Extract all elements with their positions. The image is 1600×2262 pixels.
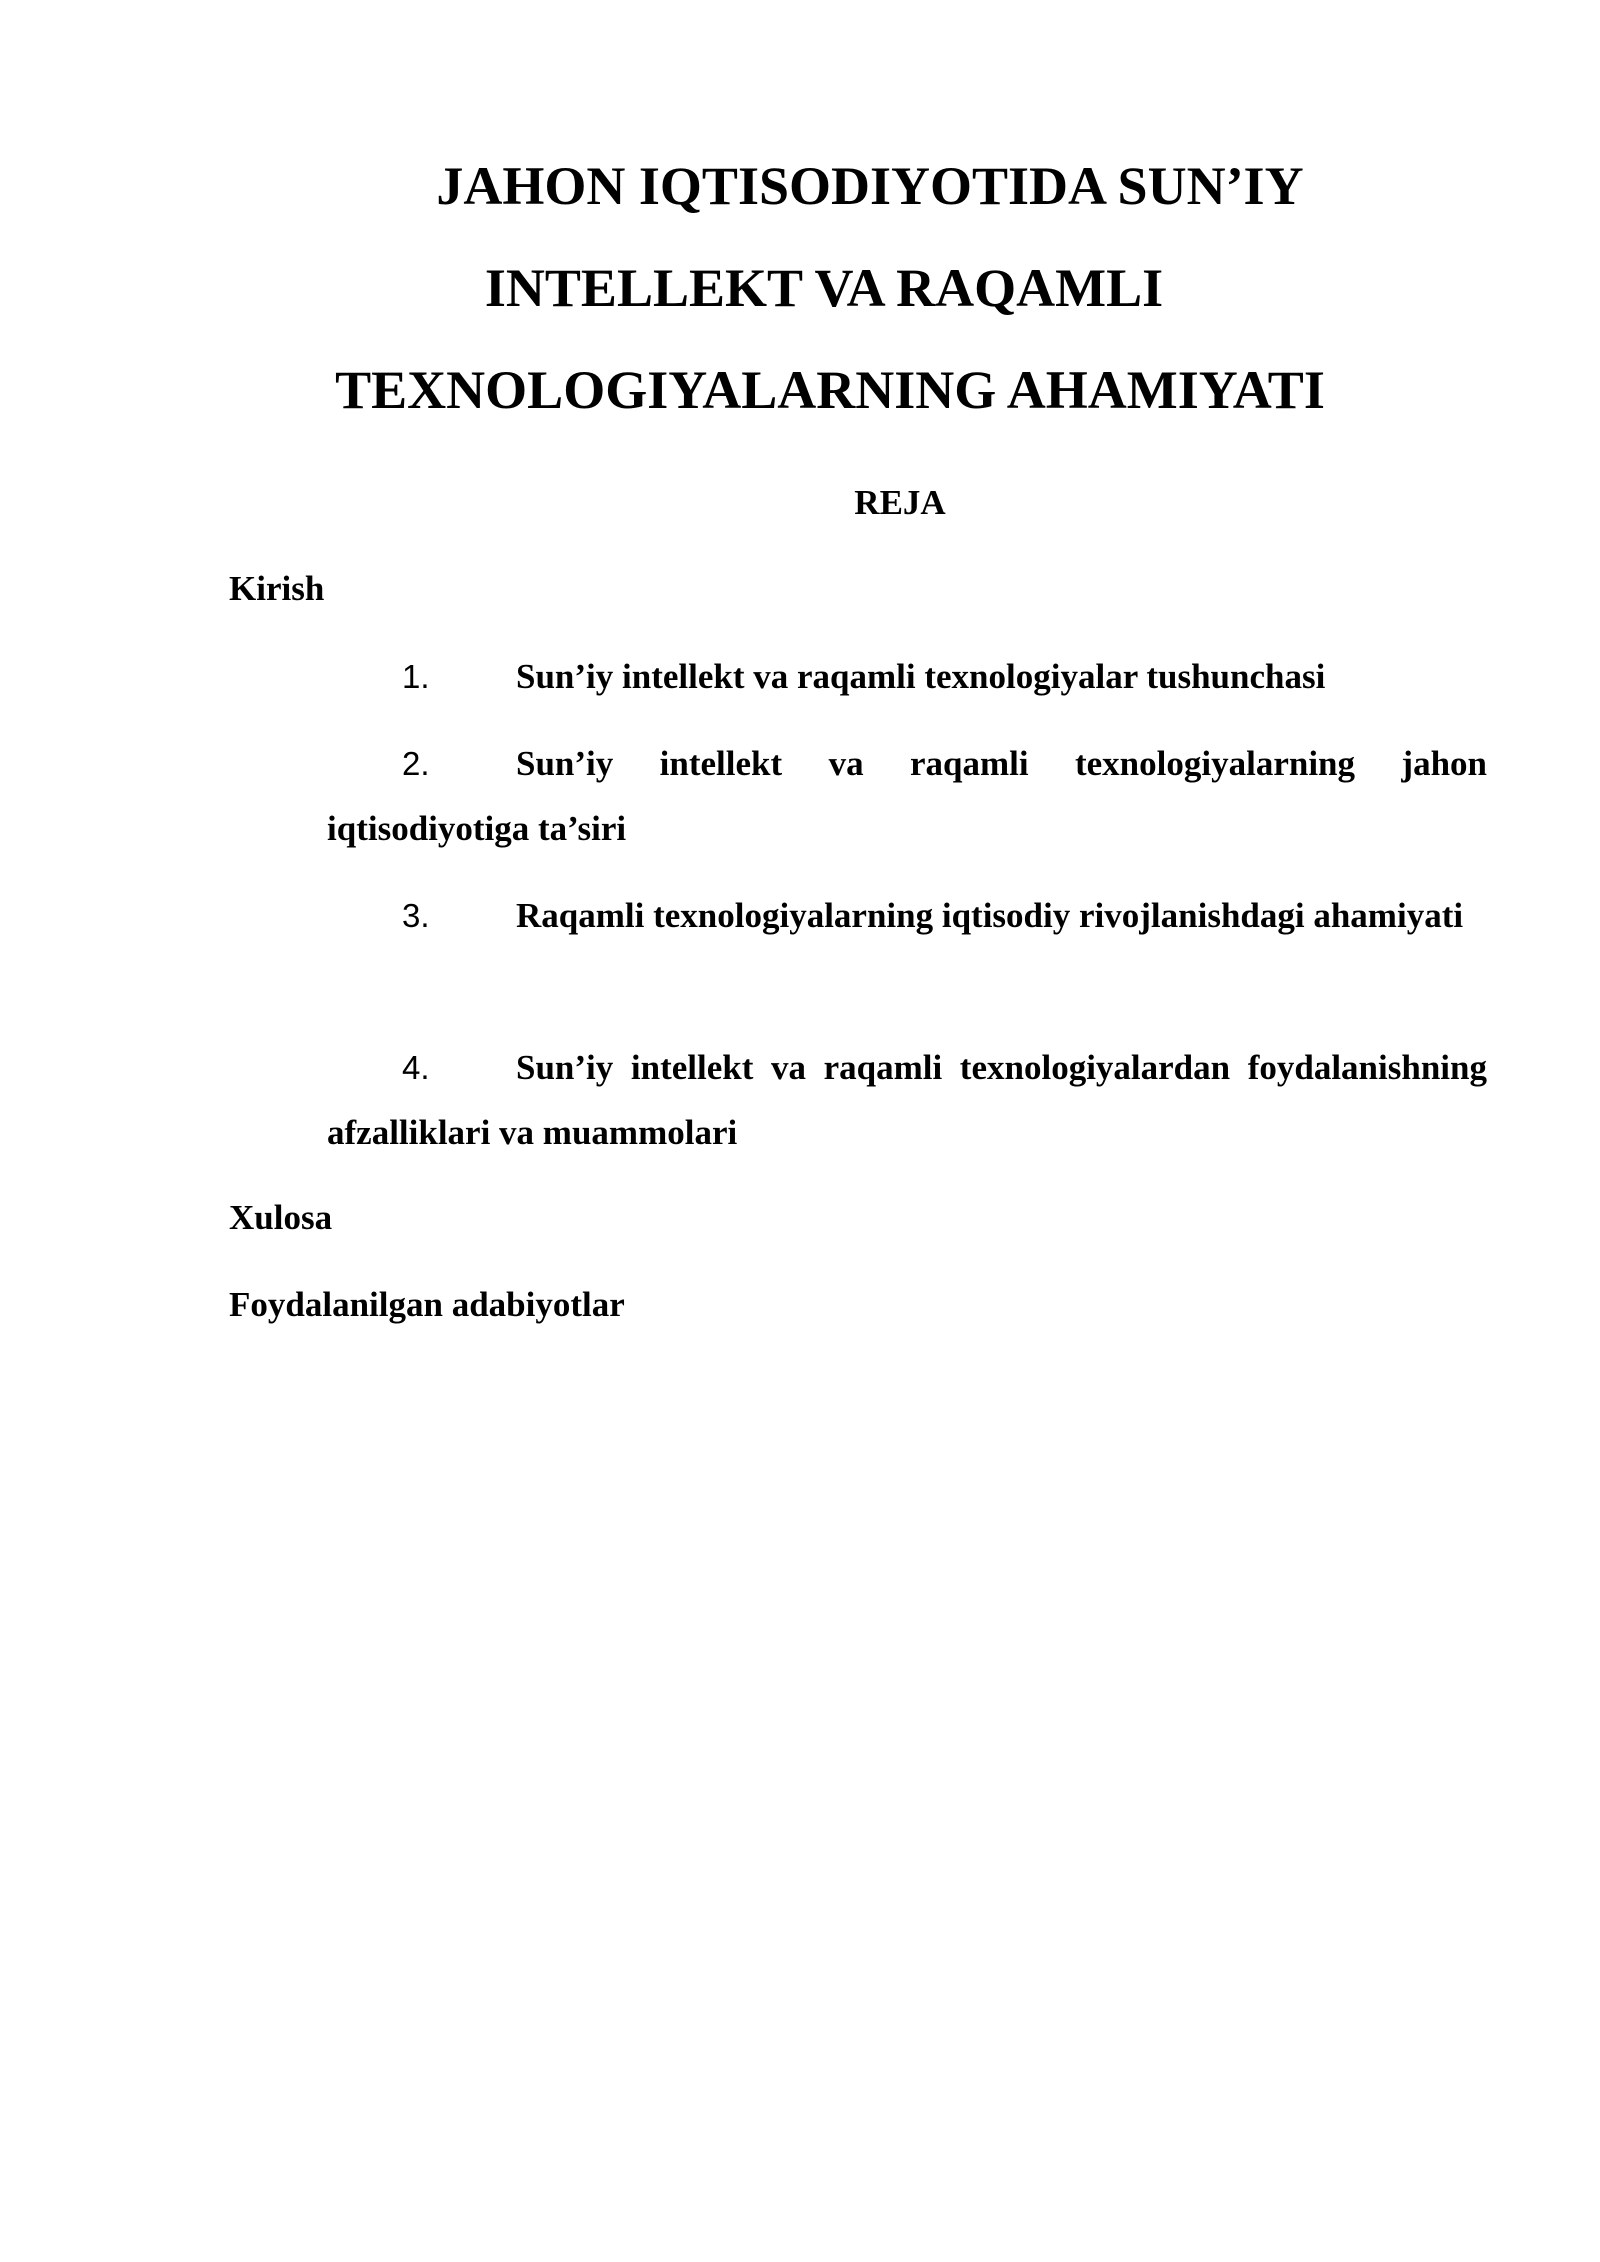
plan-item-text: Raqamli texnologiyalarning iqtisodiy rivojlanishdagi ahamiyati	[516, 896, 1464, 935]
plan-item-number: 2.	[402, 745, 430, 782]
document-title-line-3: TEXNOLOGIYALARNING AHAMIYATI	[335, 360, 1325, 420]
plan-item-text: Sun’iy intellekt va raqamli texnologiyalar tushunchasi	[516, 657, 1326, 696]
plan-item	[327, 1035, 1487, 1165]
plan-item-number: 1.	[402, 658, 430, 695]
plan-intro: Kirish	[229, 569, 325, 608]
document-title-line-1: JAHON IQTISODIYOTIDA SUN’IY	[436, 156, 1304, 216]
plan-item	[327, 644, 1487, 709]
plan-references: Foydalanilgan adabiyotlar	[229, 1285, 625, 1324]
plan-item-number: 3.	[402, 897, 430, 934]
plan-item	[327, 883, 1487, 948]
plan-item	[327, 731, 1487, 861]
plan-item-text: Sun’iy intellekt va raqamli texnologiyalardan foydalanishning afzalliklari va muammolari	[327, 1048, 1487, 1152]
plan-item-number: 4.	[402, 1049, 430, 1086]
plan-item-text: Sun’iy intellekt va raqamli texnologiyalarning jahon iqtisodiyotiga ta’siri	[327, 744, 1487, 848]
document-title-line-2: INTELLEKT VA RAQAMLI	[484, 258, 1164, 318]
plan-heading: REJA	[854, 483, 946, 522]
plan-conclusion: Xulosa	[229, 1198, 333, 1237]
